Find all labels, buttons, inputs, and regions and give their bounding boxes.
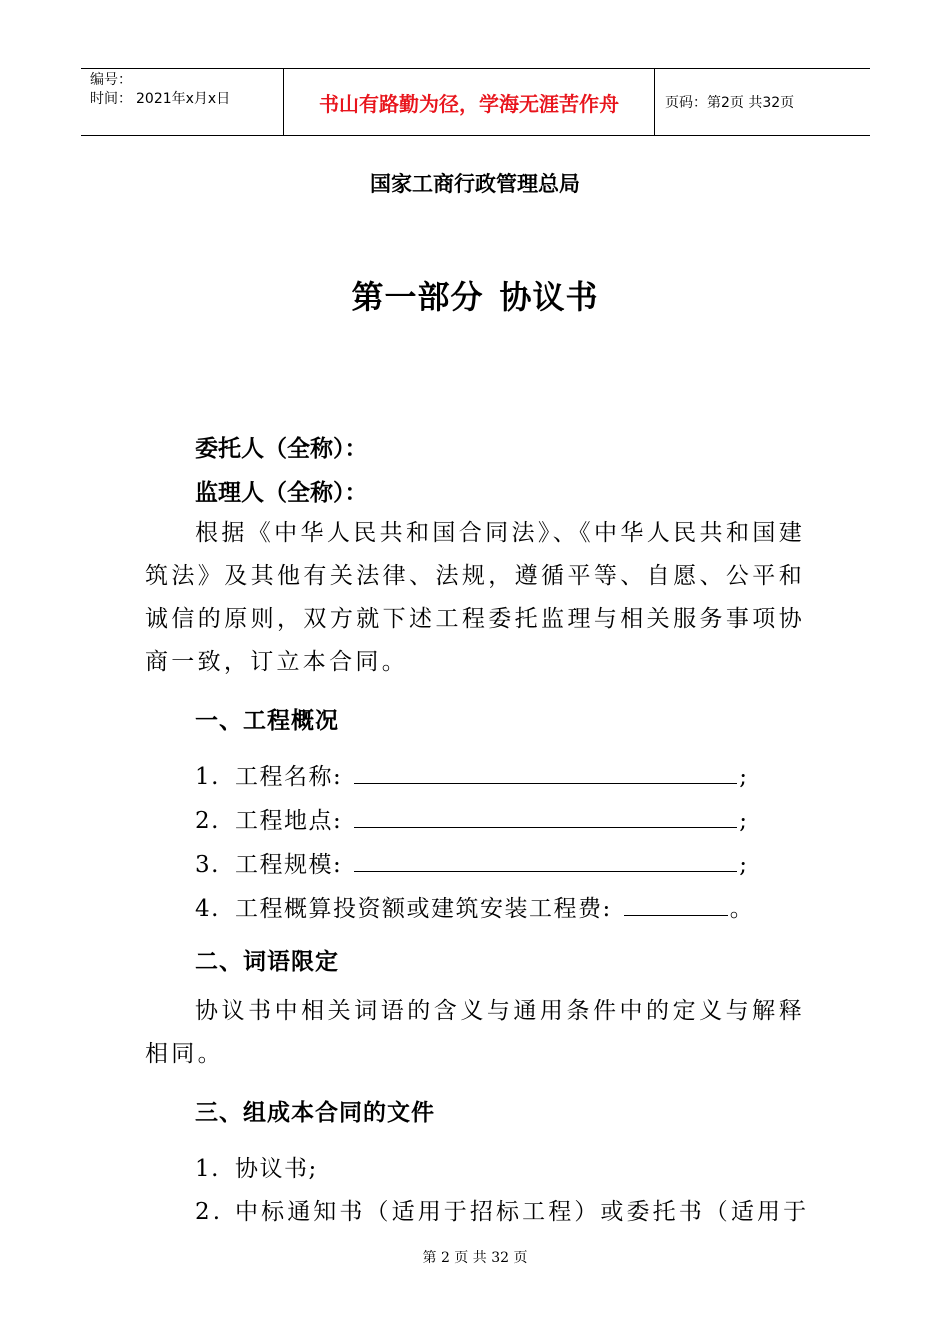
number-label: 编号： xyxy=(90,72,132,88)
item-number: 1. xyxy=(195,1156,220,1182)
item-number: 1. xyxy=(195,764,220,790)
section1-item-2 xyxy=(195,802,749,835)
fill-blank-investment-amount[interactable] xyxy=(624,893,728,916)
header-page-info: 页码：第2页 共32页 xyxy=(665,95,795,111)
item-number: 3. xyxy=(195,852,220,878)
time-label: 时间： xyxy=(90,91,132,107)
fill-blank-project-name[interactable] xyxy=(354,761,737,784)
part-title-sub: 协议书 xyxy=(499,278,599,316)
item-number: 4. xyxy=(195,896,220,922)
section2-paragraph: 协议书中相关词语的含义与通用条件中的定义与解释相同。 xyxy=(145,998,805,1067)
header-meta xyxy=(81,69,283,135)
item-label: 工程规模: xyxy=(235,852,343,878)
section1-heading: 一、工程概况 xyxy=(195,707,339,734)
intro-paragraph: 根据《中华人民共和国合同法》、《中华人民共和国建筑法》及其他有关法律、法规，遵循平等、自愿、公平和诚信的原则，双方就下述工程委托监理与相关服务事项协商一致，订立本合同。 xyxy=(145,520,805,675)
item-end: 。 xyxy=(729,896,755,922)
section3-item-2 xyxy=(195,1193,809,1226)
item-end: ; xyxy=(739,852,749,878)
supervisor-label: 监理人（全称）： xyxy=(195,479,368,506)
item-text: 协议书; xyxy=(235,1156,318,1182)
section3-item-1 xyxy=(195,1150,318,1183)
header-table xyxy=(81,68,870,136)
item-label: 工程概算投资额或建筑安装工程费: xyxy=(235,896,612,922)
part-title xyxy=(0,272,950,318)
item-text: 中标通知书（适用于招标工程）或委托书（适用于 xyxy=(235,1199,810,1225)
section1-item-3 xyxy=(195,846,749,879)
part-title-main: 第一部分 xyxy=(351,278,484,316)
item-label: 工程地点: xyxy=(235,808,343,834)
item-label: 工程名称: xyxy=(235,764,343,790)
item-number: 2. xyxy=(195,808,220,834)
section1-item-1 xyxy=(195,758,749,791)
item-end: ; xyxy=(739,808,749,834)
section2-heading: 二、词语限定 xyxy=(195,948,339,975)
header-motto: 书山有路勤为径，学海无涯苦作舟 xyxy=(283,69,655,135)
item-end: ; xyxy=(739,764,749,790)
principal-label: 委托人（全称）： xyxy=(195,435,368,462)
page-footer: 第 2 页 共 32 页 xyxy=(422,1250,528,1266)
section3-heading: 三、组成本合同的文件 xyxy=(195,1099,435,1126)
fill-blank-project-location[interactable] xyxy=(354,805,737,828)
time-value: 2021年x月x日 xyxy=(136,91,231,107)
fill-blank-project-scale[interactable] xyxy=(354,849,737,872)
issuer-name: 国家工商行政管理总局 xyxy=(370,171,580,196)
item-number: 2. xyxy=(195,1199,224,1225)
section1-item-4 xyxy=(195,890,754,923)
